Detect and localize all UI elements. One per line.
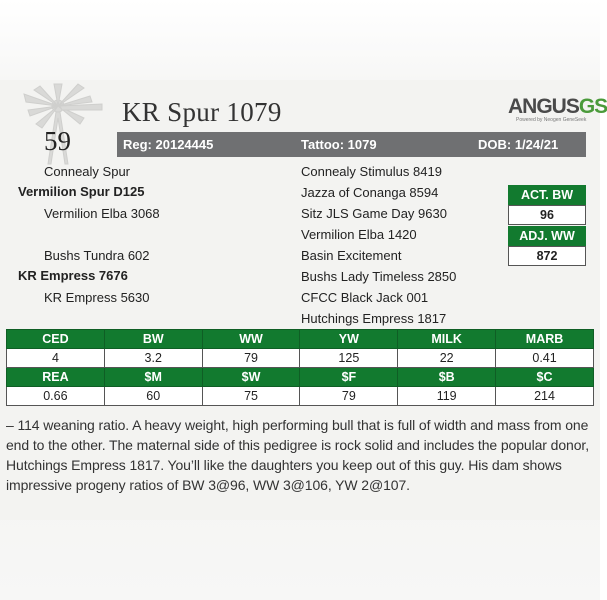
pedigree-right-line: Vermilion Elba 1420 <box>301 227 417 242</box>
epd-header-row <box>7 330 594 349</box>
lot-description: – 114 weaning ratio. A heavy weight, high performing bull that is full of width and mass from one end to the other. The maternal side of this pedigree is rock solid and includes the popular donor, Hutchings Empress 1817. You’ll like the daughters you keep out of this guy. His dam shows impressive progeny ratios of BW 3@96, WW 3@106, YW 2@107. <box>6 417 589 493</box>
pedigree-sire-sire: Connealy Spur <box>44 164 130 179</box>
epd-value-cell: 125 <box>300 349 398 368</box>
epd-header-cell: $B <box>398 368 496 387</box>
animal-name: KR Spur 1079 <box>122 97 282 127</box>
tattoo: Tattoo: 1079 <box>301 137 377 152</box>
epd-value-cell: 60 <box>104 387 202 406</box>
pedigree-sire: Vermilion Spur D125 <box>18 184 145 199</box>
registration-number: Reg: 20124445 <box>123 137 214 152</box>
actual-birth-weight-value: 96 <box>508 205 586 225</box>
epd-header-row <box>7 368 594 387</box>
epd-value-cell: 22 <box>398 349 496 368</box>
logo-tagline: Powered by Neogen GeneSeek <box>516 117 587 123</box>
pedigree-right-line: Jazza of Conanga 8594 <box>301 185 439 200</box>
pedigree-sire-dam: Vermilion Elba 3068 <box>44 206 160 221</box>
epd-header-cell: $F <box>300 368 398 387</box>
actual-birth-weight-label: ACT. BW <box>508 185 586 205</box>
epd-value-cell: 214 <box>496 387 594 406</box>
epd-header-cell: $M <box>104 368 202 387</box>
epd-header-cell: YW <box>300 330 398 349</box>
logo-brand: ANGUS <box>508 95 579 118</box>
epd-header-cell: WW <box>202 330 300 349</box>
pedigree-dam-sire: Bushs Tundra 602 <box>44 248 150 263</box>
epd-header-cell: MILK <box>398 330 496 349</box>
pedigree-right-line: Hutchings Empress 1817 <box>301 311 447 326</box>
pedigree-dam: KR Empress 7676 <box>18 268 128 283</box>
epd-value-cell: 4 <box>7 349 105 368</box>
logo-suffix: GS <box>578 95 607 118</box>
epd-header-cell: CED <box>7 330 105 349</box>
pedigree-dam-dam: KR Empress 5630 <box>44 290 150 305</box>
pedigree-right-line: Sitz JLS Game Day 9630 <box>301 206 447 221</box>
epd-value-cell: 3.2 <box>104 349 202 368</box>
epd-value-row <box>7 387 594 406</box>
epd-value-cell: 75 <box>202 387 300 406</box>
epd-value-cell: 79 <box>300 387 398 406</box>
lot-number: 59 <box>44 126 71 156</box>
epd-value-cell: 79 <box>202 349 300 368</box>
epd-value-cell: 0.41 <box>496 349 594 368</box>
epd-header-cell: $C <box>496 368 594 387</box>
pedigree-right-line: Connealy Stimulus 8419 <box>301 164 442 179</box>
epd-header-cell: BW <box>104 330 202 349</box>
pedigree-right-line: Bushs Lady Timeless 2850 <box>301 269 457 284</box>
adjusted-weaning-weight-label: ADJ. WW <box>508 226 586 246</box>
epd-header-cell: MARB <box>496 330 594 349</box>
epd-value-cell: 119 <box>398 387 496 406</box>
adjusted-weaning-weight-value: 872 <box>508 246 586 266</box>
epd-table <box>6 329 594 406</box>
pedigree-right-line: CFCC Black Jack 001 <box>301 290 429 305</box>
pedigree-right-line: Basin Excitement <box>301 248 402 263</box>
epd-value-row <box>7 349 594 368</box>
epd-header-cell: REA <box>7 368 105 387</box>
epd-value-cell: 0.66 <box>7 387 105 406</box>
date-of-birth: DOB: 1/24/21 <box>478 137 559 152</box>
epd-header-cell: $W <box>202 368 300 387</box>
